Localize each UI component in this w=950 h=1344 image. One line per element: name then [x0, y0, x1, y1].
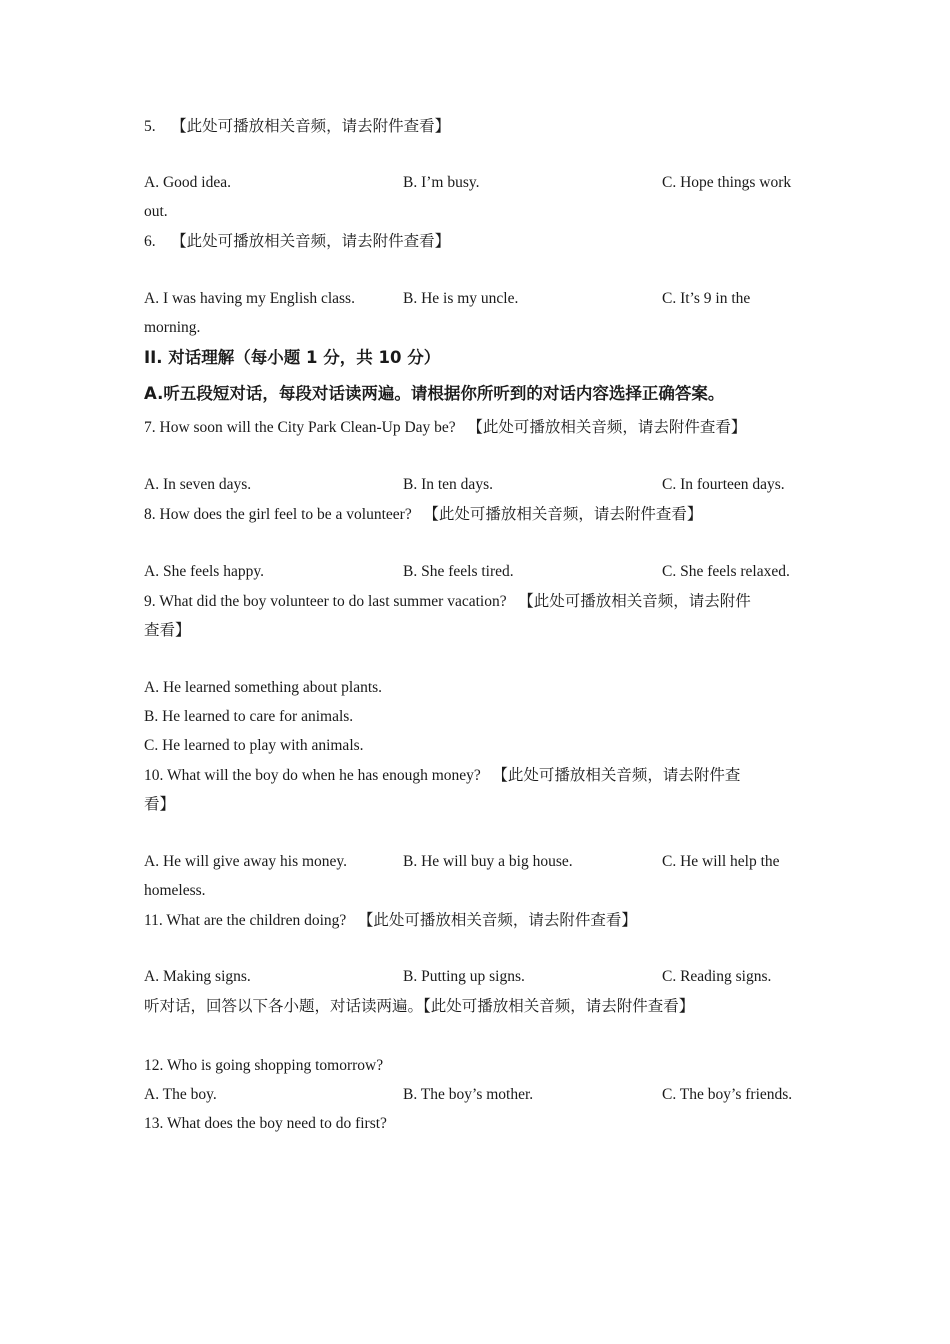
option-a[interactable]: A. I was having my English class. [144, 290, 355, 307]
question-9 [144, 591, 751, 612]
question-10 [144, 765, 740, 786]
instruction-text: 听对话，回答以下各小题，对话读两遍。 [144, 997, 424, 1015]
question-5 [144, 116, 450, 137]
question-text: 10. What will the boy do when he has enough money? [144, 767, 481, 784]
option-b[interactable]: B. He learned to care for animals. [144, 708, 354, 725]
question-6 [144, 231, 450, 252]
option-c[interactable]: C. Hope things work [662, 174, 792, 191]
question-12: 12. Who is going shopping tomorrow? [144, 1057, 384, 1074]
section-subtitle: A.听五段短对话，每段对话读两遍。请根据你所听到的对话内容选择正确答案。 [144, 384, 725, 403]
option-c[interactable]: C. She feels relaxed. [662, 563, 790, 580]
question-text: 8. How does the girl feel to be a volunteer? [144, 506, 412, 523]
question-13: 13. What does the boy need to do first? [144, 1115, 387, 1132]
option-b[interactable]: B. He will buy a big house. [403, 853, 573, 870]
audio-placeholder[interactable]: 【此处可播放相关音频，请去附件查看】 [423, 997, 695, 1015]
option-c-wrap: morning. [144, 319, 201, 336]
audio-placeholder[interactable]: 【此处可播放相关音频，请去附件查看】 [171, 232, 451, 250]
question-9-wrap [144, 620, 191, 641]
option-b[interactable]: B. In ten days. [403, 476, 493, 493]
option-c[interactable]: C. Reading signs. [662, 968, 772, 985]
option-c[interactable]: C. In fourteen days. [662, 476, 785, 493]
question-7 [144, 417, 746, 438]
question-text: 9. What did the boy volunteer to do last summer vacation? [144, 593, 507, 610]
option-b[interactable]: B. She feels tired. [403, 563, 514, 580]
option-a[interactable]: A. Making signs. [144, 968, 251, 985]
option-a[interactable]: A. He learned something about plants. [144, 679, 383, 696]
option-b[interactable]: B. He is my uncle. [403, 290, 519, 307]
question-number: 6. [144, 233, 156, 250]
option-c[interactable]: C. It’s 9 in the [662, 290, 751, 307]
audio-placeholder[interactable]: 【此处可播放相关音频，请去附件查看】 [171, 117, 451, 135]
long-dialogue-instruction [144, 996, 694, 1017]
option-a[interactable]: A. In seven days. [144, 476, 252, 493]
option-a[interactable]: A. The boy. [144, 1086, 217, 1103]
question-text: 7. How soon will the City Park Clean-Up Day be? [144, 419, 456, 436]
audio-placeholder[interactable]: 【此处可播放相关音频，请去附件查看】 [357, 911, 637, 929]
option-a[interactable]: A. He will give away his money. [144, 853, 348, 870]
option-c[interactable]: C. The boy’s friends. [662, 1086, 793, 1103]
option-c-wrap: out. [144, 203, 168, 220]
audio-placeholder[interactable]: 【此处可播放相关音频，请去附件 [518, 592, 751, 610]
question-number: 5. [144, 118, 156, 135]
option-a[interactable]: A. Good idea. [144, 174, 231, 191]
question-text: 11. What are the children doing? [144, 912, 347, 929]
audio-placeholder[interactable]: 【此处可播放相关音频，请去附件查看】 [423, 505, 703, 523]
option-b[interactable]: B. The boy’s mother. [403, 1086, 534, 1103]
option-a[interactable]: A. She feels happy. [144, 563, 264, 580]
audio-placeholder-wrap[interactable]: 查看】 [144, 621, 191, 639]
section-title: II. 对话理解（每小题 1 分，共 10 分） [144, 348, 441, 367]
question-10-wrap [144, 794, 175, 815]
question-11 [144, 910, 637, 931]
audio-placeholder[interactable]: 【此处可播放相关音频，请去附件查 [492, 766, 741, 784]
audio-placeholder-wrap[interactable]: 看】 [144, 795, 176, 813]
option-b[interactable]: B. I’m busy. [403, 174, 480, 191]
option-b[interactable]: B. Putting up signs. [403, 968, 525, 985]
option-c[interactable]: C. He learned to play with animals. [144, 737, 364, 754]
option-c[interactable]: C. He will help the [662, 853, 780, 870]
audio-placeholder[interactable]: 【此处可播放相关音频，请去附件查看】 [467, 418, 747, 436]
question-8 [144, 504, 702, 525]
option-c-wrap: homeless. [144, 882, 206, 899]
